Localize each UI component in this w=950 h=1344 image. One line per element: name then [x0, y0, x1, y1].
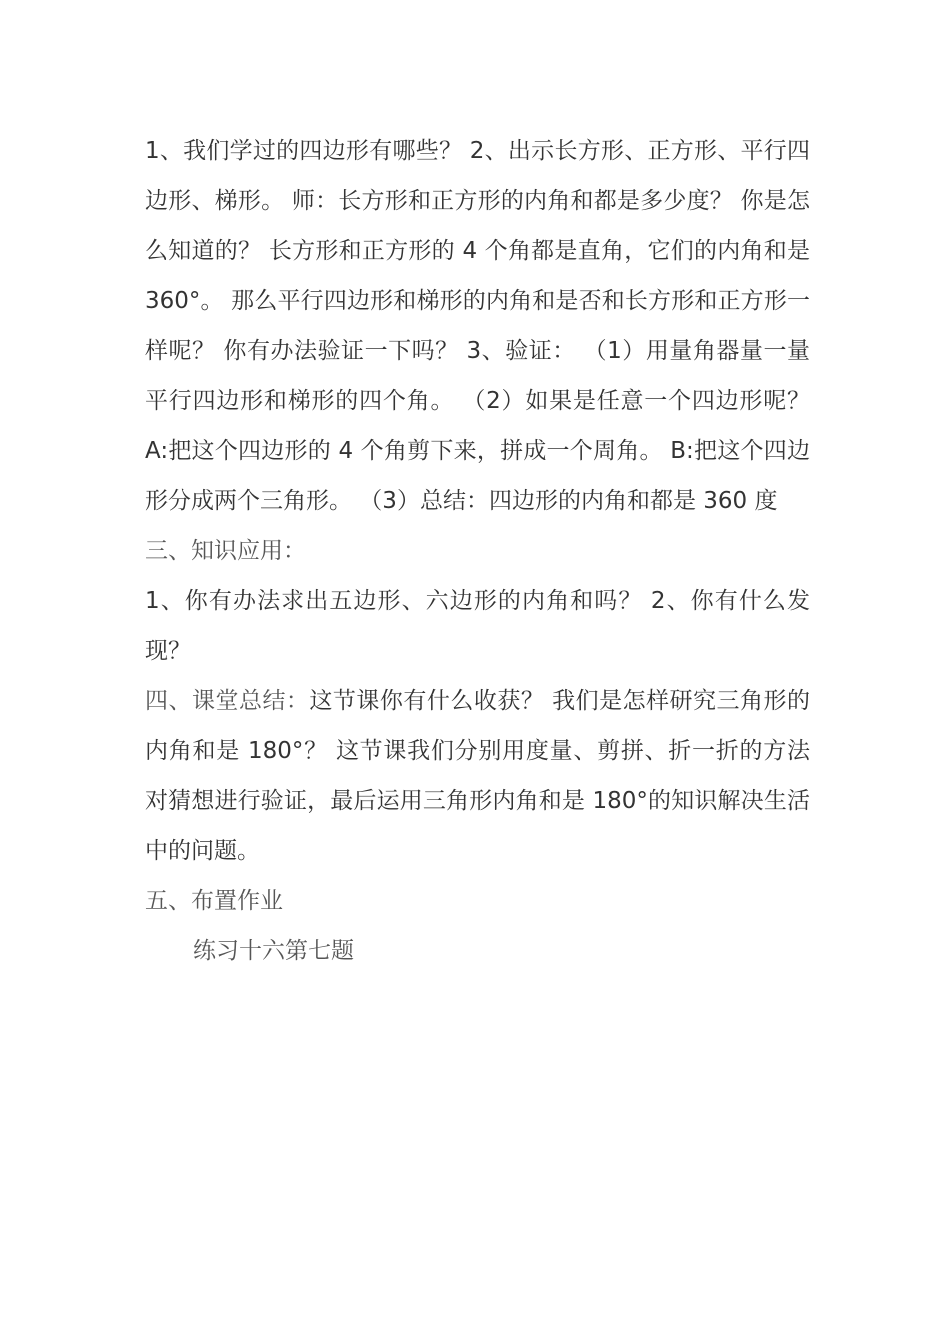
section-label-class-summary: 四、课堂总结： [145, 688, 310, 714]
homework-assignment: 练习十六第七题 [193, 938, 354, 964]
paragraph-class-summary [145, 676, 810, 876]
section-heading-knowledge-application: 三、知识应用： [145, 538, 306, 564]
class-summary-text: 这节课你有什么收获？ 我们是怎样研究三角形的内角和是 180°？ 这节课我们分别用度量、剪拼、折一折的方法对猜想进行验证，最后运用三角形内角和是 180°的知识解决生活中的问题。 [145, 688, 810, 864]
paragraph-application-questions: 1、你有办法求出五边形、六边形的内角和吗？ 2、你有什么发现？ [145, 588, 810, 664]
section-heading-homework: 五、布置作业 [145, 888, 283, 914]
document-body [145, 126, 810, 976]
paragraph-lesson-steps: 1、我们学过的四边形有哪些？ 2、出示长方形、正方形、平行四边形、梯形。 师：长方形和正方形的内角和都是多少度？ 你是怎么知道的？ 长方形和正方形的 4 个角都是直角，它们的内角和是 360°。 那么平行四边形和梯形的内角和是否和长方形和正方形一样呢？ 你有办法验证一下吗？ 3、验证： （1）用量角器量一量平行四边形和梯形的四个角。 （2）如果是任意一个四边形呢？ A:把这个四边形的 4 个角剪下来，拼成一个周角。 B:把这个四边形分成两个三角形。 （3）总结：四边形的内角和都是 360 度 [145, 138, 810, 514]
